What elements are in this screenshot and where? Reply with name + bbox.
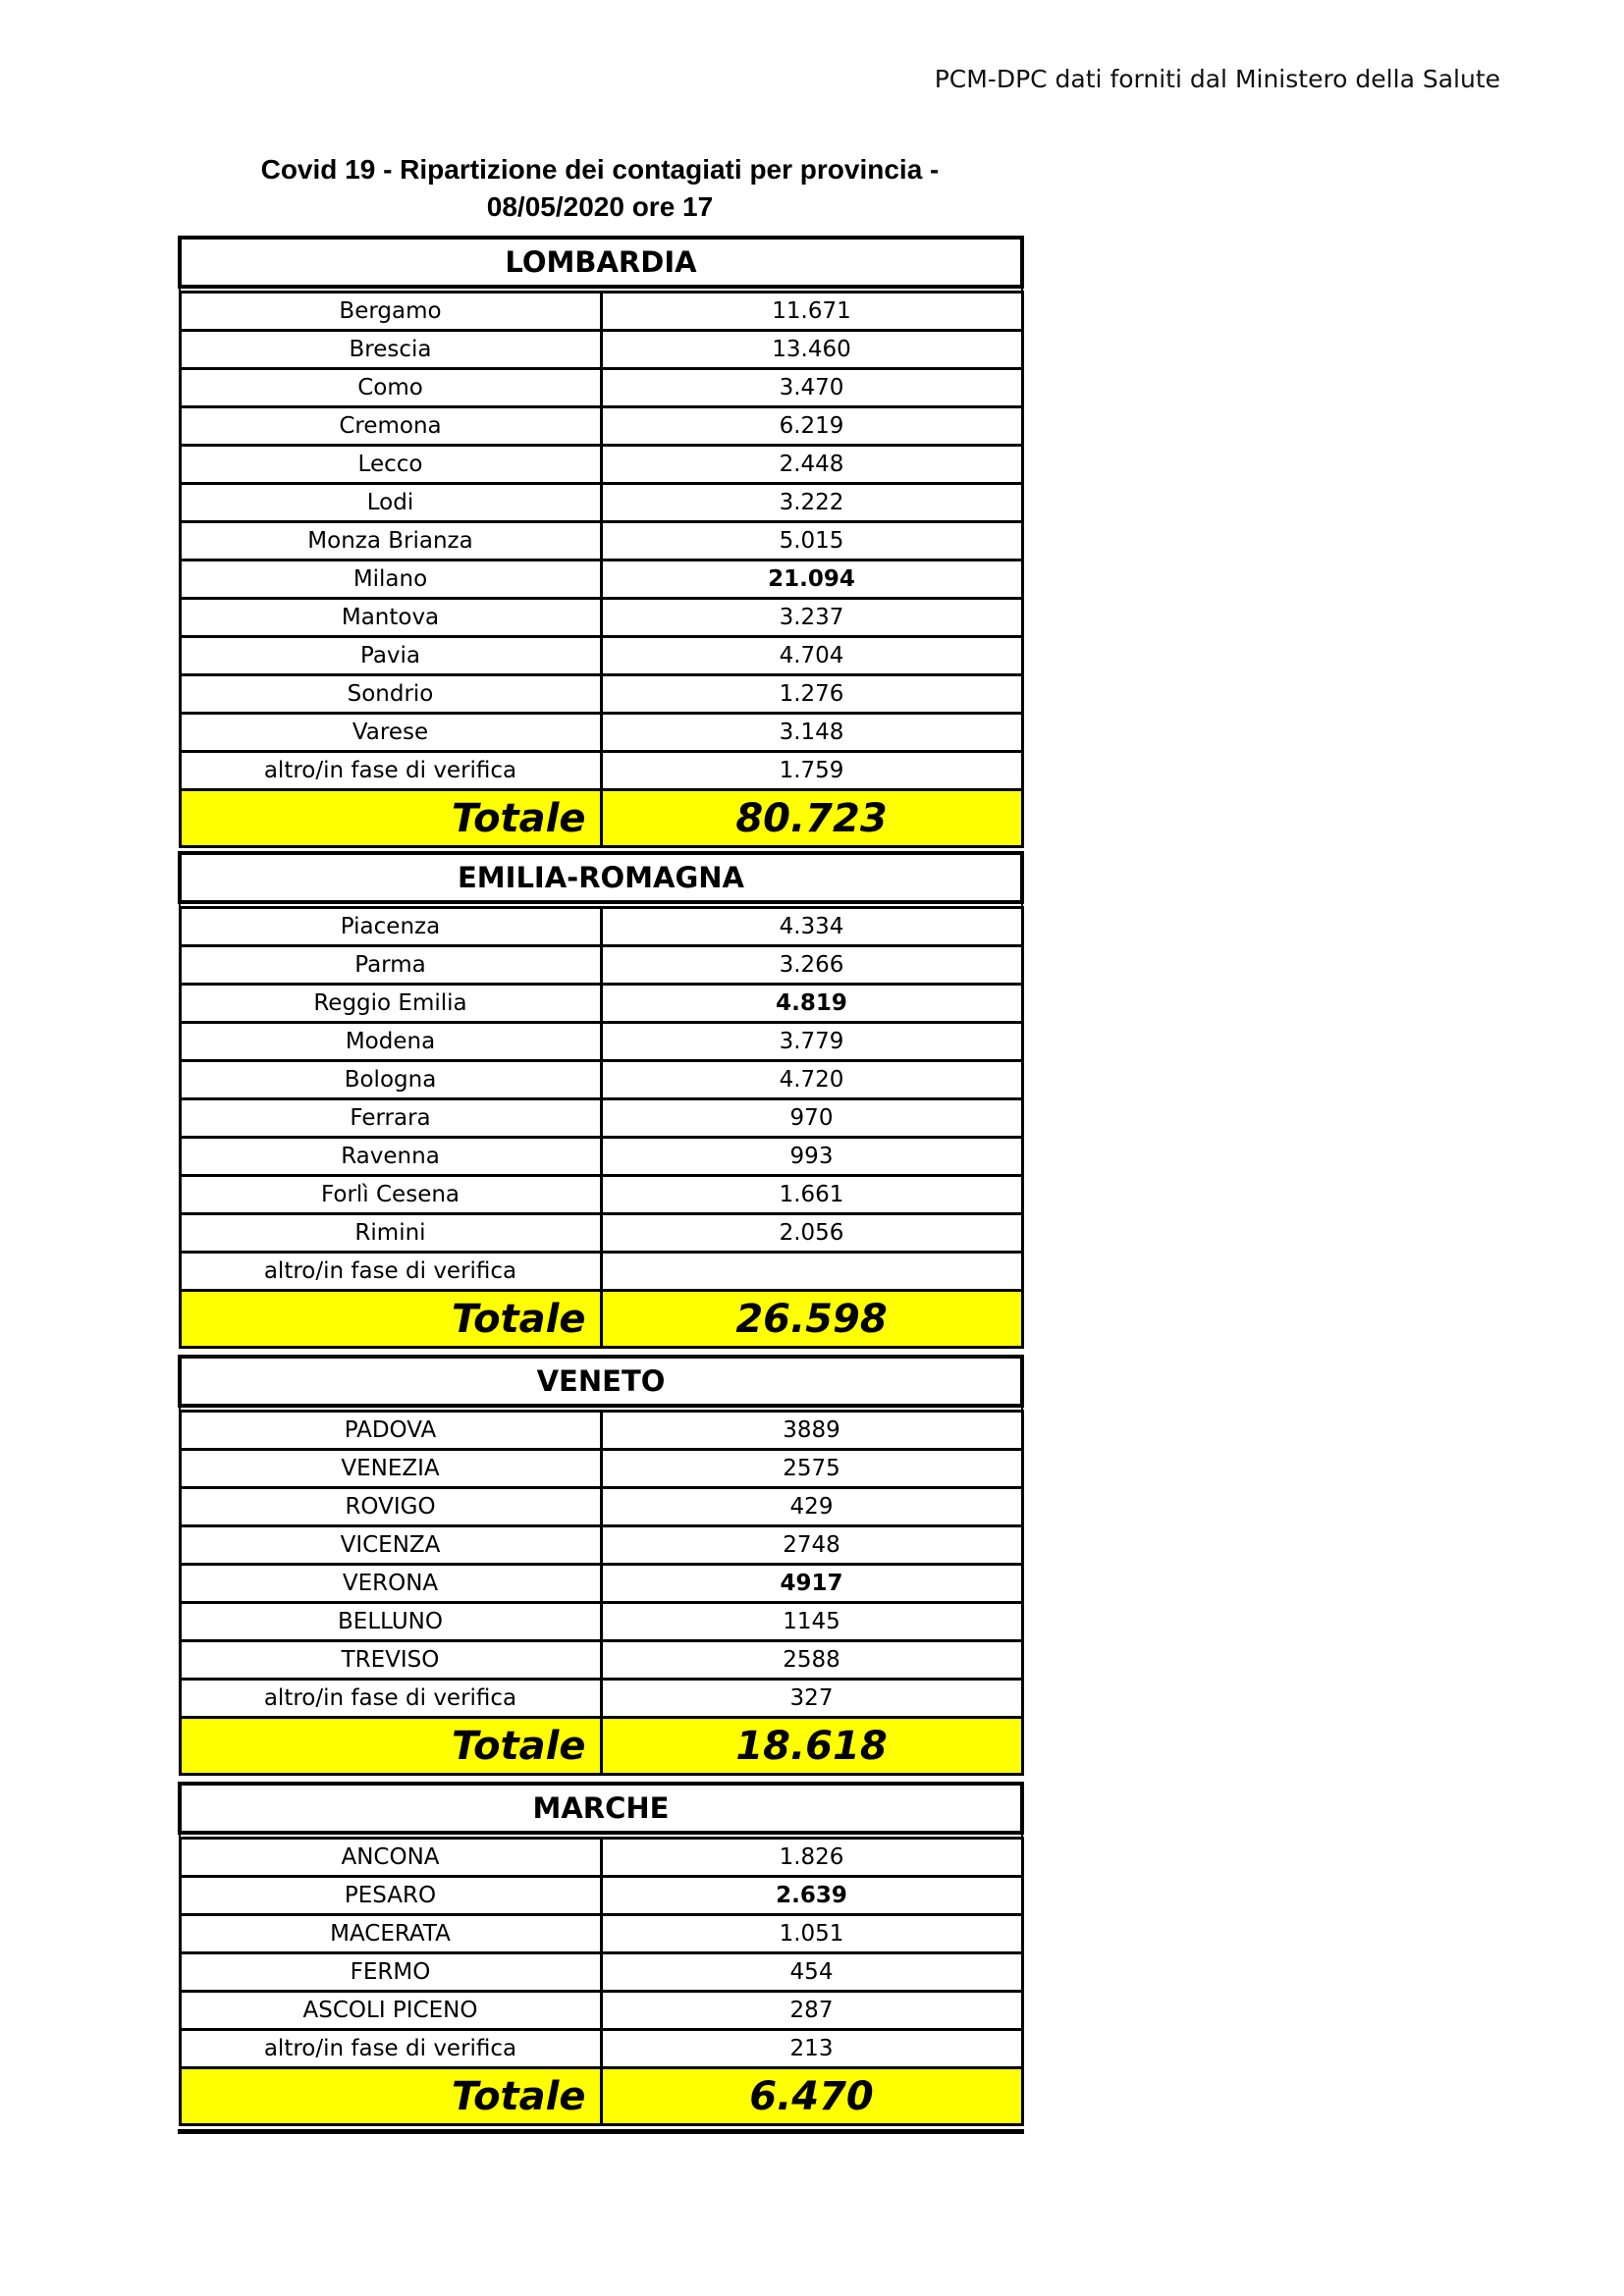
province-name: Lodi: [180, 484, 601, 522]
province-name: PADOVA: [180, 1412, 601, 1450]
total-row: [180, 1291, 1022, 1348]
table-row: [180, 1877, 1022, 1915]
case-count: 3.222: [601, 484, 1022, 522]
province-name: Modena: [180, 1023, 601, 1061]
case-count: 3.779: [601, 1023, 1022, 1061]
province-name: Mantova: [180, 599, 601, 637]
title-line-2: 08/05/2020 ore 17: [486, 191, 714, 222]
province-name: Pavia: [180, 637, 601, 675]
case-count: 287: [601, 1992, 1022, 2030]
table-row: [180, 2030, 1022, 2068]
table-row: [180, 1839, 1022, 1877]
province-name: altro/in fase di verifica: [180, 752, 601, 790]
region-name: EMILIA-ROMAGNA: [180, 853, 1022, 902]
table-row: [180, 1680, 1022, 1718]
table-row: [180, 1641, 1022, 1680]
province-name: Piacenza: [180, 908, 601, 946]
province-name: Sondrio: [180, 675, 601, 714]
province-name: ROVIGO: [180, 1488, 601, 1526]
province-name: Cremona: [180, 407, 601, 446]
table-row: [180, 908, 1022, 946]
case-count: 2588: [601, 1641, 1022, 1680]
case-count: 3889: [601, 1412, 1022, 1450]
case-count: 2.448: [601, 446, 1022, 484]
case-count: 2.056: [601, 1214, 1022, 1253]
total-value: 80.723: [601, 790, 1022, 847]
total-row: [180, 790, 1022, 847]
province-name: Bergamo: [180, 293, 601, 331]
table-row: [180, 1953, 1022, 1992]
province-name: ANCONA: [180, 1839, 601, 1877]
region-table-emilia-romagna: [178, 851, 1024, 1349]
table-row: [180, 1214, 1022, 1253]
table-row: [180, 1253, 1022, 1291]
page-title: [178, 151, 1022, 226]
case-count: 4917: [601, 1565, 1022, 1603]
title-line-1: Covid 19 - Ripartizione dei contagiati per provincia -: [260, 154, 940, 185]
table-row: [180, 1526, 1022, 1565]
case-count: 429: [601, 1488, 1022, 1526]
table-row: [180, 1603, 1022, 1641]
table-row: [180, 599, 1022, 637]
case-count: 13.460: [601, 331, 1022, 369]
case-count: 21.094: [601, 561, 1022, 599]
province-name: Forlì Cesena: [180, 1176, 601, 1214]
region-table-lombardia: [178, 236, 1024, 848]
region-name: VENETO: [180, 1357, 1022, 1406]
source-note: PCM-DPC dati forniti dal Ministero della Salute: [934, 65, 1500, 93]
case-count: 3.148: [601, 714, 1022, 752]
province-name: Parma: [180, 946, 601, 985]
case-count: 4.819: [601, 985, 1022, 1023]
table-row: [180, 1565, 1022, 1603]
table-row: [180, 1450, 1022, 1488]
case-count: 970: [601, 1099, 1022, 1138]
total-label: Totale: [180, 1291, 601, 1348]
province-name: BELLUNO: [180, 1603, 601, 1641]
case-count: 1.826: [601, 1839, 1022, 1877]
case-count: 1.051: [601, 1915, 1022, 1953]
case-count: 3.266: [601, 946, 1022, 985]
table-row: [180, 1099, 1022, 1138]
case-count: 454: [601, 1953, 1022, 1992]
total-value: 18.618: [601, 1718, 1022, 1775]
province-name: VICENZA: [180, 1526, 601, 1565]
case-count: 993: [601, 1138, 1022, 1176]
case-count: 6.219: [601, 407, 1022, 446]
province-name: Ravenna: [180, 1138, 601, 1176]
table-row: [180, 331, 1022, 369]
case-count: 4.704: [601, 637, 1022, 675]
region-name: MARCHE: [180, 1784, 1022, 1833]
province-name: Milano: [180, 561, 601, 599]
province-name: TREVISO: [180, 1641, 601, 1680]
case-count: [601, 1253, 1022, 1291]
table-row: [180, 752, 1022, 790]
case-count: 11.671: [601, 293, 1022, 331]
province-name: altro/in fase di verifica: [180, 1680, 601, 1718]
table-row: [180, 1992, 1022, 2030]
province-name: Rimini: [180, 1214, 601, 1253]
case-count: 4.720: [601, 1061, 1022, 1099]
table-row: [180, 293, 1022, 331]
case-count: 3.237: [601, 599, 1022, 637]
case-count: 327: [601, 1680, 1022, 1718]
province-name: Lecco: [180, 446, 601, 484]
province-name: altro/in fase di verifica: [180, 1253, 601, 1291]
total-row: [180, 2068, 1022, 2125]
province-name: altro/in fase di verifica: [180, 2030, 601, 2068]
table-row: [180, 446, 1022, 484]
region-name: LOMBARDIA: [180, 238, 1022, 287]
table-row: [180, 1488, 1022, 1526]
case-count: 3.470: [601, 369, 1022, 407]
table-row: [180, 675, 1022, 714]
table-row: [180, 1915, 1022, 1953]
province-name: Monza Brianza: [180, 522, 601, 561]
province-name: MACERATA: [180, 1915, 601, 1953]
total-value: 26.598: [601, 1291, 1022, 1348]
table-row: [180, 714, 1022, 752]
case-count: 2748: [601, 1526, 1022, 1565]
region-table-marche: [178, 1782, 1024, 2126]
table-row: [180, 1061, 1022, 1099]
total-value: 6.470: [601, 2068, 1022, 2125]
table-row: [180, 946, 1022, 985]
table-row: [180, 1138, 1022, 1176]
table-row: [180, 1023, 1022, 1061]
table-row: [180, 407, 1022, 446]
province-name: Brescia: [180, 331, 601, 369]
province-name: ASCOLI PICENO: [180, 1992, 601, 2030]
province-name: VENEZIA: [180, 1450, 601, 1488]
province-name: Ferrara: [180, 1099, 601, 1138]
province-name: Reggio Emilia: [180, 985, 601, 1023]
case-count: 5.015: [601, 522, 1022, 561]
case-count: 213: [601, 2030, 1022, 2068]
case-count: 1145: [601, 1603, 1022, 1641]
table-row: [180, 561, 1022, 599]
table-row: [180, 637, 1022, 675]
table-row: [180, 985, 1022, 1023]
bottom-rule: [178, 2129, 1024, 2134]
case-count: 2.639: [601, 1877, 1022, 1915]
province-name: Varese: [180, 714, 601, 752]
total-label: Totale: [180, 1718, 601, 1775]
region-table-veneto: [178, 1355, 1024, 1776]
total-label: Totale: [180, 2068, 601, 2125]
total-label: Totale: [180, 790, 601, 847]
province-name: Como: [180, 369, 601, 407]
case-count: 1.276: [601, 675, 1022, 714]
table-row: [180, 522, 1022, 561]
table-row: [180, 484, 1022, 522]
table-row: [180, 369, 1022, 407]
province-name: FERMO: [180, 1953, 601, 1992]
case-count: 2575: [601, 1450, 1022, 1488]
province-name: Bologna: [180, 1061, 601, 1099]
total-row: [180, 1718, 1022, 1775]
table-row: [180, 1176, 1022, 1214]
table-row: [180, 1412, 1022, 1450]
province-name: VERONA: [180, 1565, 601, 1603]
case-count: 1.759: [601, 752, 1022, 790]
case-count: 4.334: [601, 908, 1022, 946]
province-name: PESARO: [180, 1877, 601, 1915]
case-count: 1.661: [601, 1176, 1022, 1214]
